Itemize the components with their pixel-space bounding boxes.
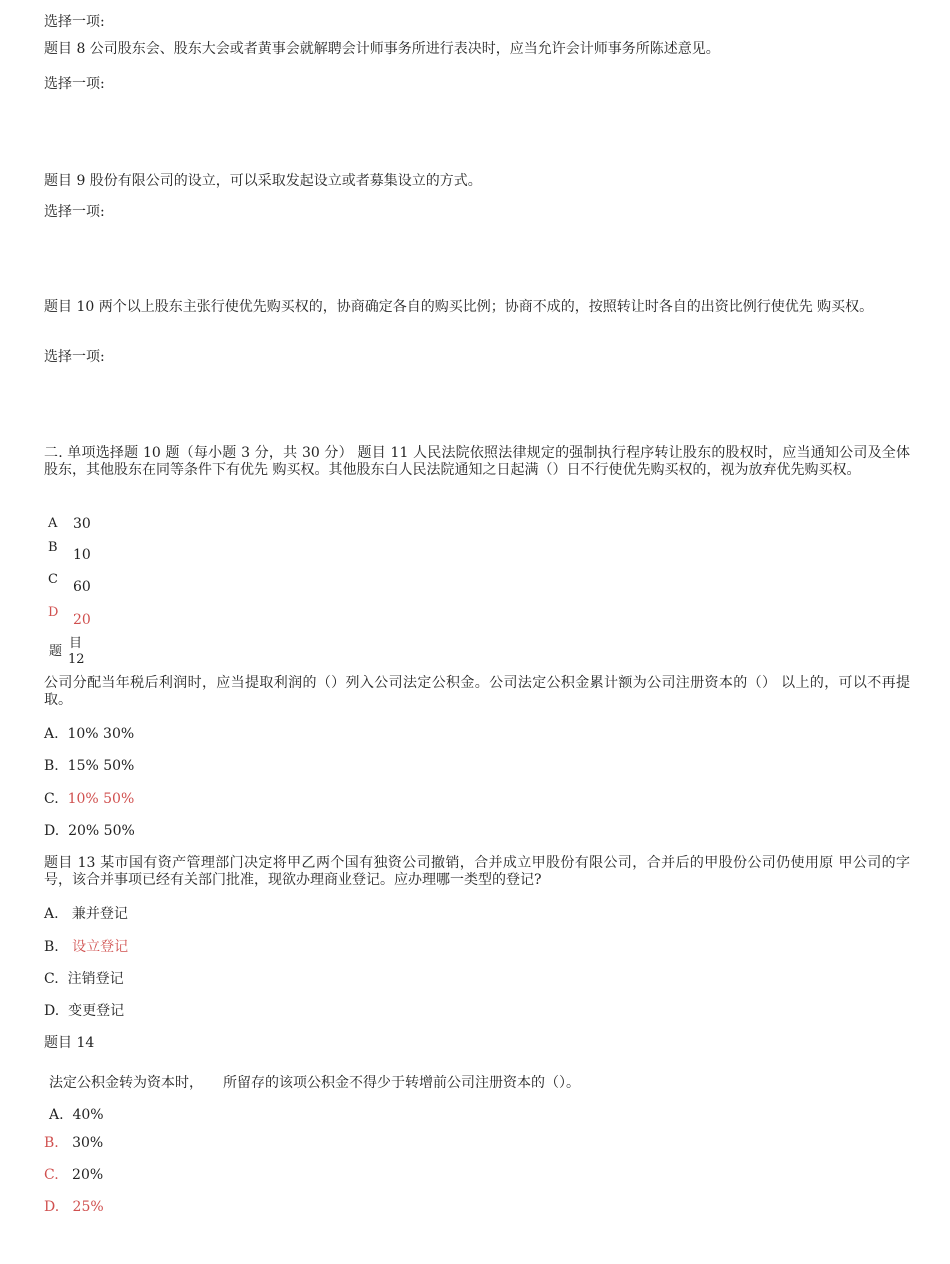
choose-one-label: 选择一项:: [44, 204, 105, 220]
question-10-text: 题目 10 两个以上股东主张行使优先购买权的，协商确定各自的购买比例；协商不成的，按照转让时各自的出资比例行使优先 购买权。: [44, 299, 874, 315]
choose-one-label: 选择一项:: [44, 14, 105, 30]
question-11-text: 二. 单项选择题 10 题（每小题 3 分，共 30 分） 题目 11 人民法院依照法律规定的强制执行程序转让股东的股权时，应当通知公司及全体股东，其他股东在同等条件下有优先 购买权。其他股东白人民法院通知之日起满（）日不行使优先购买权的，视为放弃优先购买权。: [44, 445, 910, 478]
q12-option-b: B. 15% 50%: [44, 758, 135, 774]
question-13-text: 题目 13 某市国有资产管理部门决定将甲乙两个国有独资公司撤销，合并成立甲股份有限公司，合并后的甲股份公司仍使用原 甲公司的字号，该合并事项已经有关部门批准，现欲办理商业登记。应办理哪一类型的登记?: [44, 855, 910, 888]
q11-option-b-value: 10: [73, 547, 91, 563]
q11-option-c-letter: C: [48, 572, 58, 587]
q11-option-d-letter: D: [48, 605, 59, 620]
q13-option-a: A. 兼并登记: [44, 906, 128, 922]
q12-option-a: A. 10% 30%: [44, 726, 135, 742]
q14-option-d: D. 25%: [44, 1199, 104, 1215]
q11-option-c-value: 60: [73, 579, 91, 595]
q12-label-fragment: 12: [68, 652, 85, 667]
q11-option-d-value: 20: [73, 612, 91, 628]
choose-one-label: 选择一项:: [44, 349, 105, 365]
q12-label-fragment: 目: [69, 636, 83, 651]
question-12-text: 公司分配当年税后利润时，应当提取利润的（）列入公司法定公积金。公司法定公积金累计额为公司注册资本的（） 以上的，可以不再提取。: [44, 675, 910, 708]
question-8-text: 题目 8 公司股东会、股东大会或者黄事会就解聘会计师事务所进行表决时，应当允许会计师事务所陈述意见。: [44, 41, 720, 57]
q14-option-c: C. 20%: [44, 1167, 104, 1183]
question-14-text: 法定公积金转为资本时， 所留存的该项公积金不得少于转增前公司注册资本的（）。: [49, 1075, 580, 1091]
q14-option-a: A. 40%: [49, 1107, 104, 1123]
q11-option-a-value: 30: [73, 516, 91, 532]
q12-option-d: D. 20% 50%: [44, 823, 135, 839]
q11-option-b-letter: B: [48, 540, 58, 555]
q12-option-c: C. 10% 50%: [44, 791, 135, 807]
choose-one-label: 选择一项:: [44, 76, 105, 92]
q14-option-b: B. 30%: [44, 1135, 104, 1151]
q12-label-fragment: 题: [49, 644, 63, 659]
q11-option-a-letter: A: [48, 516, 58, 531]
q13-option-c: C. 注销登记: [44, 971, 124, 987]
question-9-text: 题目 9 股份有限公司的设立，可以采取发起设立或者募集设立的方式。: [44, 173, 482, 189]
q13-option-d: D. 变更登记: [44, 1003, 125, 1019]
q13-option-b: B. 设立登记: [44, 939, 129, 955]
question-14-title: 题目 14: [44, 1035, 95, 1051]
